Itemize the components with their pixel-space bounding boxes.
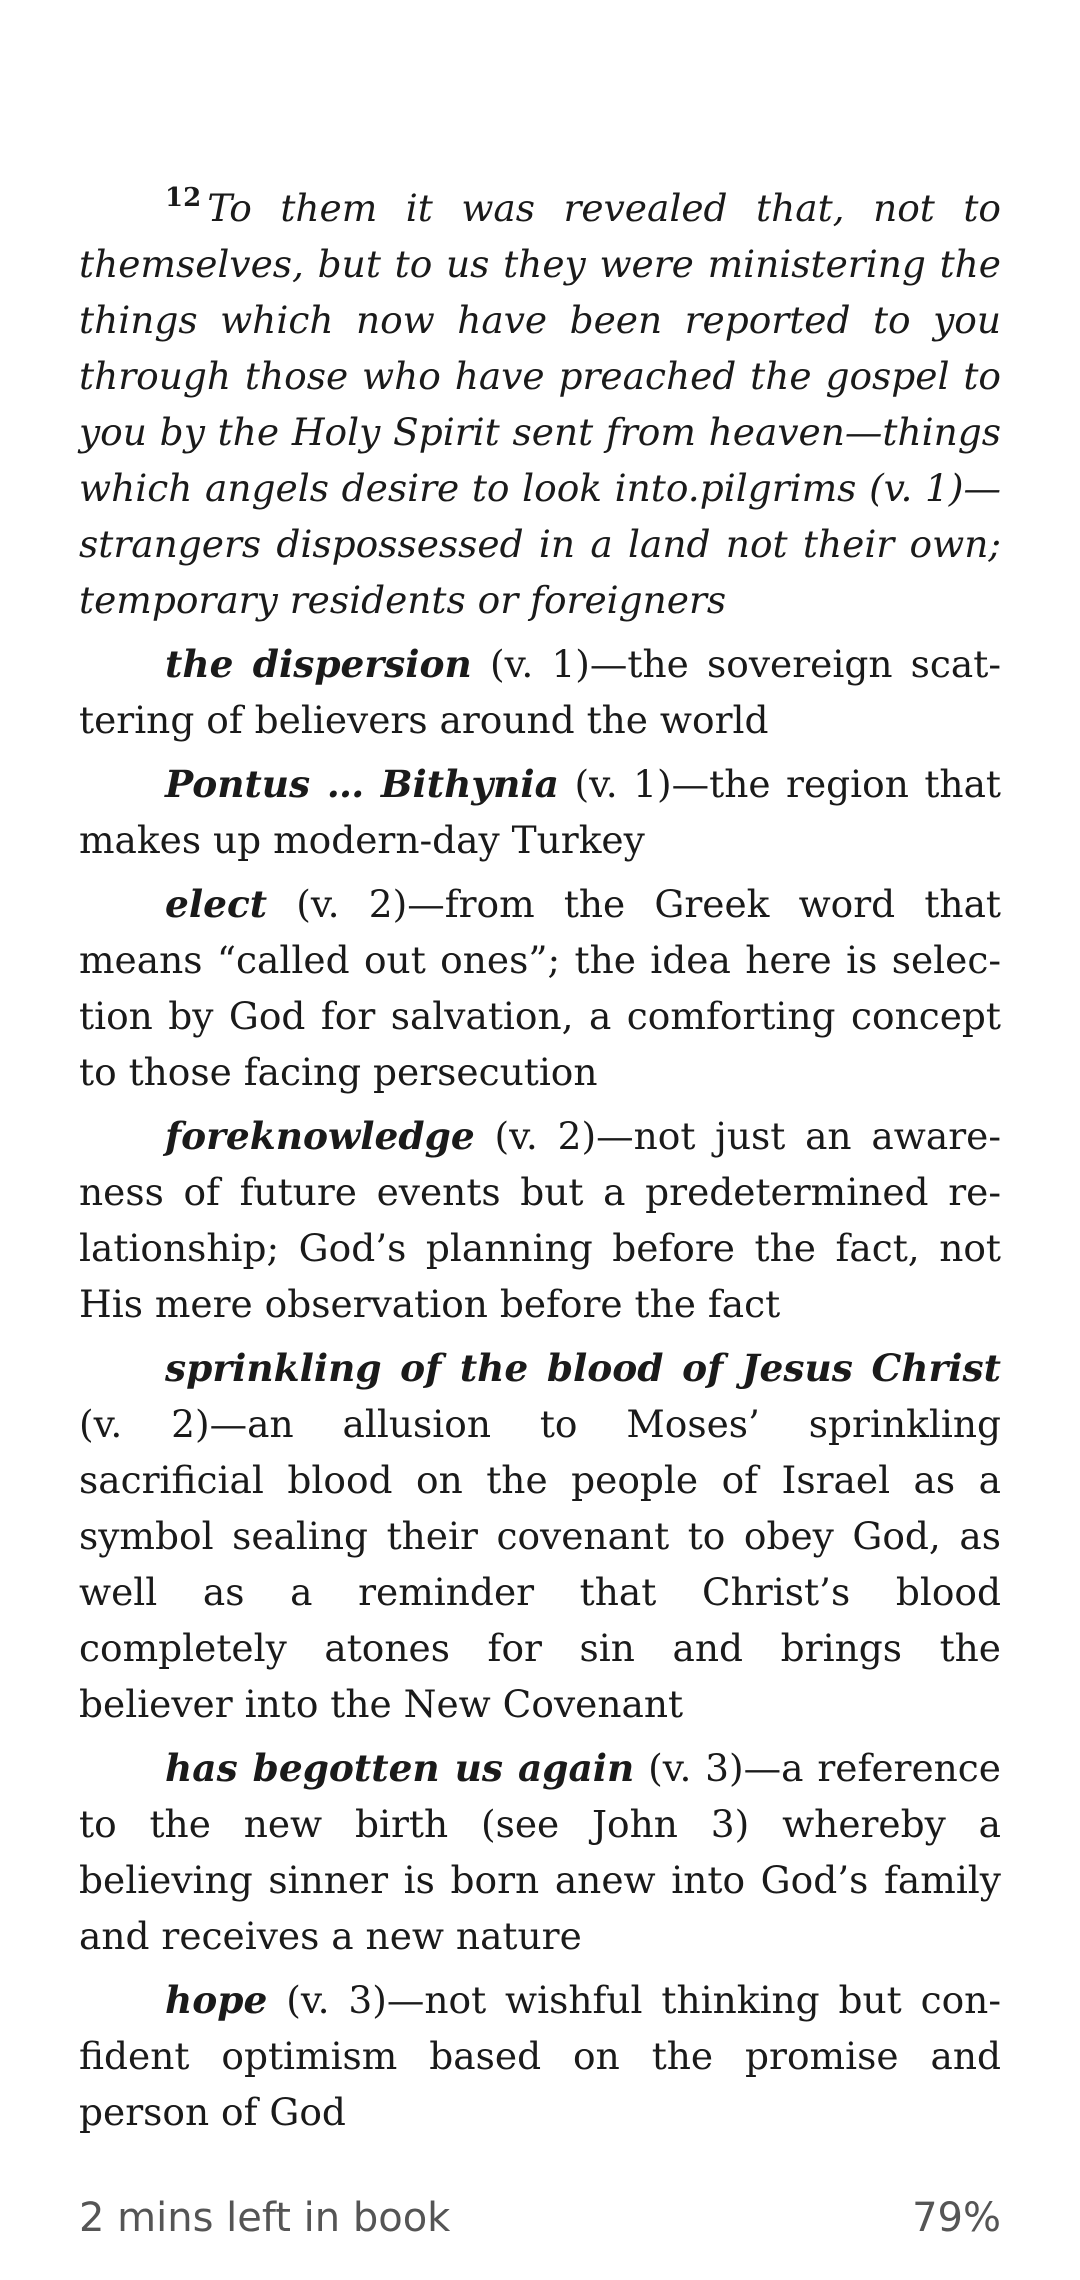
note-term: elect [165, 882, 268, 926]
reading-progress-footer[interactable] [79, 2190, 1001, 2246]
verse-paragraph [79, 180, 1001, 628]
note-term: foreknowledge [165, 1114, 475, 1158]
note-paragraph [79, 1972, 1001, 2140]
note-definition: (v. 1)—the region that makes up modern-day Turkey [79, 762, 1001, 862]
verse-number: 12 [165, 183, 202, 213]
note-paragraph [79, 636, 1001, 748]
note-term: sprinkling of the blood of Jesus Christ [165, 1346, 1001, 1390]
note-paragraph [79, 1740, 1001, 1964]
note-definition: (v. 2)—an allusion to Moses’ sprinkling sacrificial blood on the people of Israel as a symbol sealing their covenant to obey God, as well as a reminder that Christ’s blood completely atones for sin and brings the believer into the New Covenant [79, 1402, 1001, 1726]
verse-text: To them it was revealed that, not to themselves, but to us they were ministering the things which now have been reported to you through those who have preached the gospel to you by the Holy Spirit sent from heaven—things which angels desire to look into.pilgrims (v. 1)—strangers dispossessed in a land not their own; temporary residents or foreigners [79, 186, 1001, 622]
book-page-content[interactable] [79, 180, 1001, 2148]
note-definition: (v. 1)—the sovereign scattering of believers around the world [79, 642, 1001, 742]
note-paragraph [79, 1108, 1001, 1332]
note-term: the dispersion [165, 642, 472, 686]
note-paragraph [79, 876, 1001, 1100]
note-paragraph [79, 756, 1001, 868]
note-definition: (v. 2)—not just an awareness of future events but a predetermined relationship; God’s planning before the fact, not His mere observation before the fact [79, 1114, 1001, 1326]
note-paragraph [79, 1340, 1001, 1732]
note-definition: (v. 3)—not wishful thinking but confident optimism based on the promise and person of God [79, 1978, 1001, 2134]
note-term: has begotten us again [165, 1746, 635, 1790]
note-definition: (v. 2)—from the Greek word that means “called out ones”; the idea here is selection by God for salvation, a comforting concept to those facing persecution [79, 882, 1001, 1094]
progress-percent[interactable]: 79% [912, 2195, 1001, 2241]
time-left-label[interactable]: 2 mins left in book [79, 2195, 451, 2241]
note-definition: (v. 3)—a reference to the new birth (see John 3) whereby a believing sinner is born anew into God’s family and receives a new nature [79, 1746, 1001, 1958]
note-term: hope [165, 1978, 268, 2022]
note-term: Pontus … Bithynia [165, 762, 559, 806]
